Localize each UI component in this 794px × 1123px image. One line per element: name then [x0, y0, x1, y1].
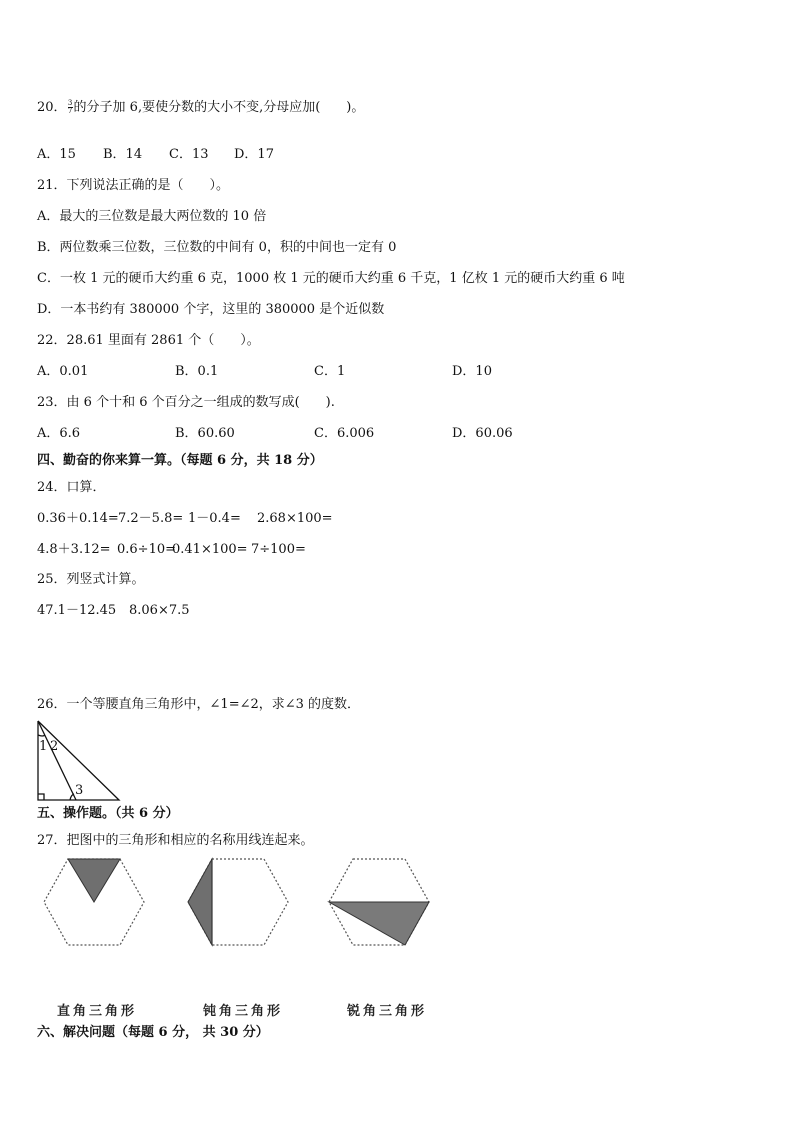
question-27: 27．把图中的三角形和相应的名称用线连起来。 [37, 833, 314, 848]
calc-item: 7÷100= [251, 542, 306, 557]
name-acute-triangle: 锐角三角形 [347, 1004, 428, 1019]
option-b: B．14 [103, 147, 143, 162]
question-20 [37, 100, 364, 116]
calc-item: 7.2－5.8= [118, 511, 184, 526]
calc-item: 0.41×100= [172, 542, 248, 557]
option-d: D．10 [452, 364, 492, 379]
option-d: D．一本书约有 380000 个字，这里的 380000 是个近似数 [37, 302, 385, 317]
option-a: A．0.01 [37, 364, 89, 379]
fraction: $\frac{3}{7}$ [67, 99, 73, 115]
calc-item: 4.8＋3.12= [37, 542, 111, 557]
hexagon-figure-2 [184, 856, 292, 948]
name-obtuse-triangle: 钝角三角形 [203, 1004, 284, 1019]
q20-options [37, 147, 637, 163]
question-number: 20． [37, 100, 67, 115]
question-24: 24．口算． [37, 480, 106, 495]
question-23: 23．由 6 个十和 6 个百分之一组成的数写成( ). [37, 395, 335, 410]
angle-label-2: 2 [50, 739, 59, 754]
q22-options [37, 364, 637, 380]
angle-label-1: 1 [39, 739, 48, 754]
right-triangle-figure [30, 718, 130, 806]
angle-arc-1 [38, 735, 45, 736]
section-heading-4: 四、勤奋的你来算一算。（每题 6 分，共 18 分） [37, 453, 323, 468]
calc-item: 47.1－12.45 [37, 603, 117, 618]
option-a: A．最大的三位数是最大两位数的 10 倍 [37, 209, 267, 224]
question-21: 21．下列说法正确的是（ ）。 [37, 178, 230, 193]
option-b: B．60.60 [175, 426, 235, 441]
hexagon-figure-3 [325, 856, 433, 948]
q23-options [37, 426, 637, 442]
calc-item: 8.06×7.5 [129, 603, 190, 618]
option-c: C．13 [169, 147, 209, 162]
hexagon-figure-1 [40, 856, 148, 948]
option-a: A．15 [37, 147, 76, 162]
option-c: C．1 [314, 364, 346, 379]
name-right-triangle: 直角三角形 [57, 1004, 138, 1019]
option-a: A．6.6 [37, 426, 81, 441]
vertical-calc-items [37, 603, 637, 619]
calc-item: 0.36＋0.14= [37, 511, 119, 526]
option-c: C．一枚 1 元的硬币大约重 6 克，1000 枚 1 元的硬币大约重 6 千克，1 亿枚 1 元的硬币大约重 6 吨 [37, 271, 625, 286]
right-angle-mark [38, 794, 44, 800]
option-d: D．17 [234, 147, 274, 162]
section-heading-5: 五、操作题。（共 6 分） [37, 806, 179, 821]
calc-row-2 [37, 542, 637, 558]
calc-item: 0.6÷10= [117, 542, 177, 557]
calc-item: 2.68×100= [257, 511, 333, 526]
shaded-triangle [188, 859, 212, 945]
calc-row-1 [37, 511, 637, 527]
section-heading-6: 六、解决问题（每题 6 分， 共 30 分） [37, 1025, 269, 1040]
option-b: B．0.1 [175, 364, 219, 379]
option-c: C．6.006 [314, 426, 375, 441]
dividing-line [38, 721, 76, 800]
angle-label-3: 3 [75, 783, 84, 798]
option-d: D．60.06 [452, 426, 513, 441]
option-b: B．两位数乘三位数，三位数的中间有 0，积的中间也一定有 0 [37, 240, 397, 255]
question-26: 26．一个等腰直角三角形中，∠1=∠2，求∠3 的度数． [37, 697, 361, 712]
question-25: 25．列竖式计算。 [37, 572, 145, 587]
question-text: 的分子加 6,要使分数的大小不变,分母应加( )。 [73, 100, 365, 115]
calc-item: 1－0.4= [188, 511, 241, 526]
question-22: 22．28.61 里面有 2861 个（ ）。 [37, 333, 260, 348]
angle-arc-3 [70, 794, 74, 800]
